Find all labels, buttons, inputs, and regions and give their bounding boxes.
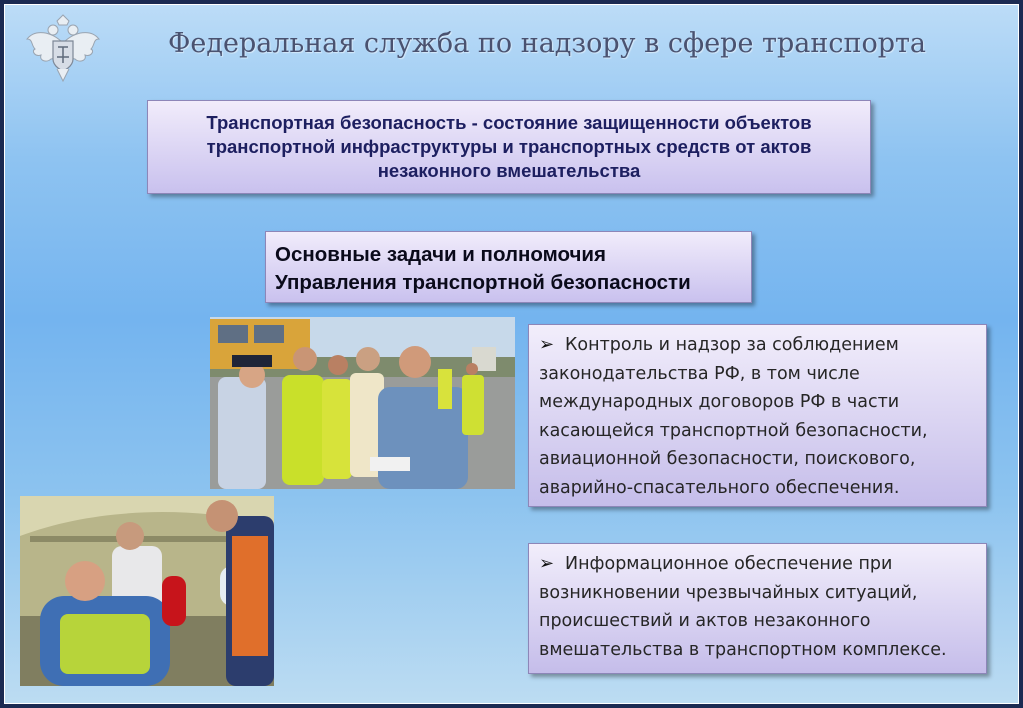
arrow-bullet-icon: ➢ bbox=[539, 553, 555, 574]
definition-box bbox=[147, 100, 871, 194]
info-line-1 bbox=[539, 331, 978, 360]
inspection-on-airfield-photo bbox=[210, 317, 515, 489]
tasks-heading-box bbox=[265, 231, 752, 303]
info-line-5: авиационной безопасности, поискового, bbox=[539, 449, 916, 469]
info-text: Информационное обеспечение при bbox=[565, 554, 893, 574]
arrow-bullet-icon: ➢ bbox=[539, 334, 555, 355]
info-line-4: вмешательства в транспортном комплексе. bbox=[539, 639, 947, 660]
info-text: Контроль и надзор за соблюдением bbox=[565, 335, 899, 355]
tasks-heading-line-1: Основные задачи и полномочия bbox=[275, 243, 606, 266]
tasks-heading-line-2: Управления транспортной безопасности bbox=[275, 271, 691, 294]
aircraft-cabin-inspection-photo bbox=[20, 496, 274, 686]
definition-text: Транспортная безопасность - состояние защищенности объектов транспортной инфраструктуры и транспортных средств от актов незаконного вмешательства bbox=[206, 112, 812, 181]
info-line-6: аварийно-спасательного обеспечения. bbox=[539, 477, 900, 498]
double-headed-eagle-emblem-icon bbox=[21, 13, 105, 85]
info-line-4: касающейся транспортной безопасности, bbox=[539, 420, 928, 441]
agency-title: Федеральная служба по надзору в сфере транспорта bbox=[168, 28, 927, 59]
info-box-information bbox=[528, 543, 987, 674]
info-line-2: законодательства РФ, в том числе bbox=[539, 363, 860, 384]
slide bbox=[4, 4, 1019, 704]
info-line-2: возникновении чрезвычайных ситуаций, bbox=[539, 582, 918, 603]
info-box-control bbox=[528, 324, 987, 507]
info-line-3: происшествий и актов незаконного bbox=[539, 611, 871, 631]
info-line-3: международных договоров РФ в части bbox=[539, 392, 900, 412]
info-line-1 bbox=[539, 550, 978, 579]
